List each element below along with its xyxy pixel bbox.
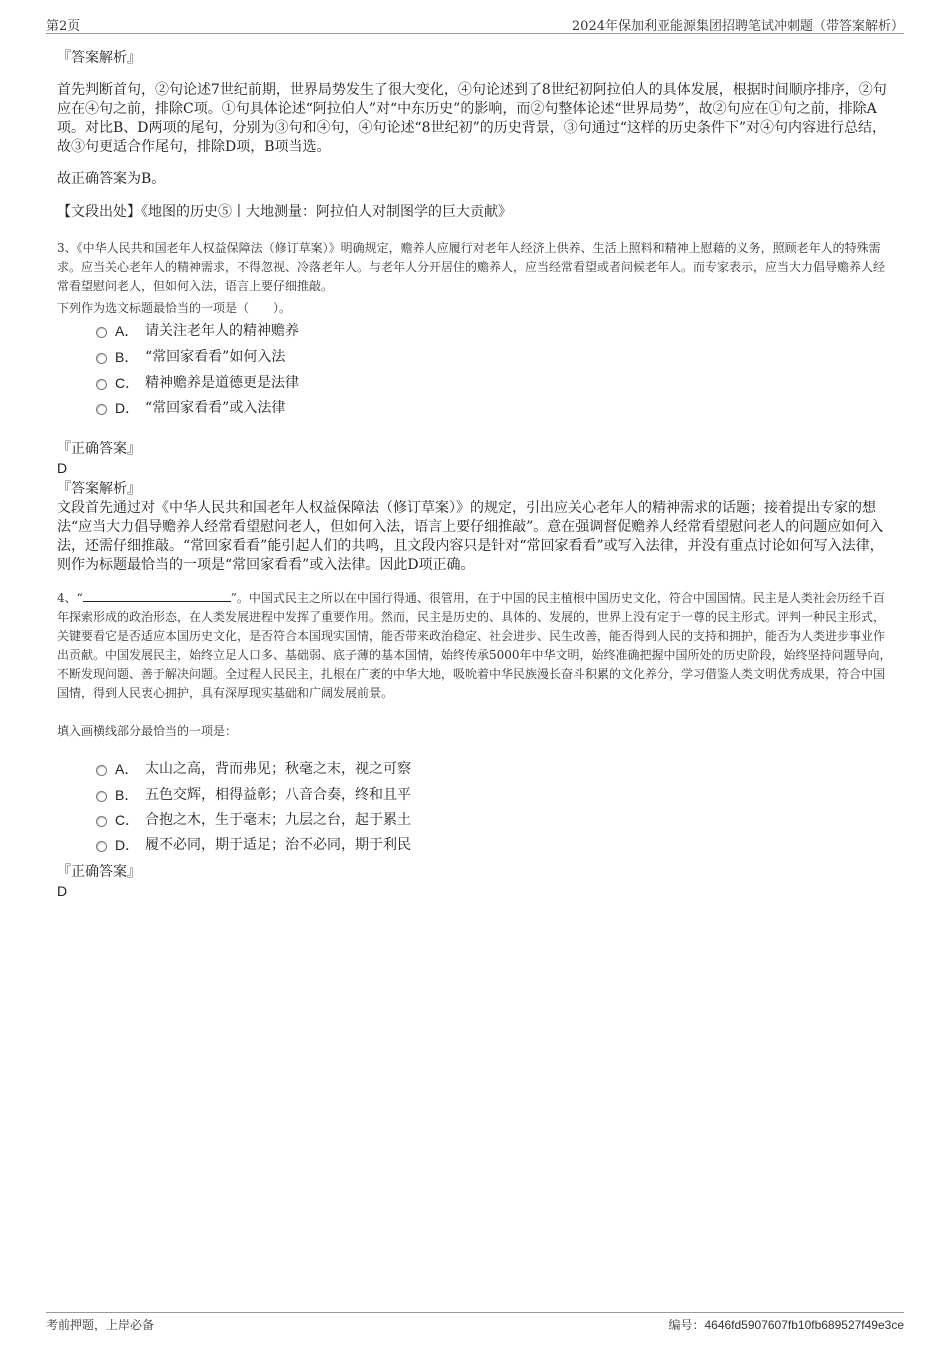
q3-stem: 3、《中华人民共和国老年人权益保障法（修订草案）》明确规定，赡养人应履行对老年人经济上供养、生活上照料和精神上慰藉的义务，照顾老年人的特殊需求。应当关心老年人的精神需求，不得忽视、冷落老年人。与老年人分开居住的赡养人，应当经常看望或者问候老年人。而专家表示，应当大力倡导赡养人经常看望慰问老人，但如何入法，语言上要仔细推敲。 (57, 241, 886, 293)
q3-option-d[interactable] (96, 398, 285, 418)
q2-analysis-title: 『答案解析』 (57, 50, 141, 66)
q4-option-a[interactable] (96, 759, 411, 779)
q2-conclusion: 故正确答案为B。 (57, 171, 166, 187)
fill-in-blank (83, 590, 231, 602)
document-title: 2024年保加利亚能源集团招聘笔试冲刺题（带答案解析） (571, 19, 904, 34)
radio-icon[interactable] (96, 816, 107, 827)
footer-slogan: 考前押题，上岸必备 (46, 1318, 155, 1332)
option-text: “常回家看看”如何入法 (145, 349, 286, 365)
option-letter: D． (115, 400, 140, 416)
q3-option-c[interactable] (96, 373, 299, 393)
q3-answer: D (57, 460, 68, 476)
q2-analysis-text: 首先判断首句，②句论述7世纪前期，世界局势发生了很大变化，④句论述到了8世纪初阿拉伯人的具体发展，根据时间顺序排序，②句应在④句之前，排除C项。①句具体论述“阿拉伯人”对“中东历史”的影响，而②句整体论述“世界局势”，故②句应在①句之前，排除A项。对比B、D两项的尾句，分别为③句和④句，④句论述“8世纪初”的历史背景，③句通过“这样的历史条件下”对④句内容进行总结，故③句更适合作尾句，排除D项，B项当选。 (57, 82, 887, 155)
option-letter: D． (115, 837, 140, 853)
q4-answer-title: 『正确答案』 (57, 864, 141, 880)
option-text: 太山之高，背而弗见；秋毫之末，视之可察 (145, 761, 411, 777)
q2-source: 【文段出处】《地图的历史⑤丨大地测量：阿拉伯人对制图学的巨大贡献》 (57, 204, 512, 220)
q4-answer: D (57, 883, 68, 899)
option-text: 合抱之木，生于毫末；九层之台，起于累土 (145, 812, 411, 828)
q4-option-d[interactable] (96, 835, 411, 855)
radio-icon[interactable] (96, 841, 107, 852)
option-text: 履不必同，期于适足；治不必同，期于利民 (145, 837, 411, 853)
q4-stem (57, 589, 895, 703)
option-text: 请关注老年人的精神赡养 (145, 323, 299, 339)
option-text: “常回家看看”或入法律 (145, 400, 286, 416)
q3-question: 下列作为选文标题最恰当的一项是（ ）。 (57, 301, 292, 315)
q3-analysis-title: 『答案解析』 (57, 481, 141, 497)
q3-analysis-text: 文段首先通过对《中华人民共和国老年人权益保障法（修订草案）》的规定，引出应关心老年人的精神需求的话题；接着提出专家的想法“应当大力倡导赡养人经常看望慰问老人，但如何入法，语言上要仔细推敲”。意在强调督促赡养人经常看望慰问老人的问题应如何入法，还需仔细推敲。“常回家看看”能引起人们的共鸣，且文段内容只是针对“常回家看看”或写入法律，并没有重点讨论如何写入法律，则作为标题最恰当的一项是“常回家看看”或入法律。因此D项正确。 (57, 500, 884, 573)
option-text: 五色交辉，相得益彰；八音合奏，终和且平 (145, 787, 411, 803)
q3-option-a[interactable] (96, 321, 299, 341)
option-letter: C． (115, 375, 140, 391)
option-letter: A． (115, 323, 139, 339)
option-letter: B． (115, 349, 139, 365)
q4-stem-prefix: 4、“ (57, 591, 83, 605)
q4-stem-body: ”。中国式民主之所以在中国行得通、很管用，在于中国的民主植根中国历史文化，符合中国国情。民主是人类社会历经千百年探索形成的政治形态，在人类发展进程中发挥了重要作用。然而，民主是历史的、具体的、发展的，世界上没有定于一尊的民主形式。评判一种民主形式，关键要看它是否适应本国历史文化，是否符合本国现实国情，能否带来政治稳定、社会进步、民生改善，能否得到人民的支持和拥护，能否为人类进步事业作出贡献。中国发展民主，始终立足人口多、基础弱、底子薄的基本国情，始终传承5000年中华文明，始终准确把握中国所处的历史阶段，始终坚持问题导向，不断发现问题、善于解决问题。全过程人民民主，扎根在广袤的中华大地，吸吮着中华民族漫长奋斗积累的文化养分，学习借鉴人类文明优秀成果，符合中国国情，得到人民衷心拥护，具有深厚现实基础和广阔发展前景。 (57, 591, 892, 700)
option-letter: C． (115, 812, 140, 828)
q4-option-c[interactable] (96, 810, 411, 830)
option-text: 精神赡养是道德更是法律 (145, 375, 299, 391)
page-header (46, 12, 904, 34)
document-serial: 编号：4646fd5907607fb10fb689527f49e3ce (668, 1318, 904, 1332)
q3-answer-title: 『正确答案』 (57, 441, 141, 457)
radio-icon[interactable] (96, 379, 107, 390)
q3-option-b[interactable] (96, 347, 285, 367)
radio-icon[interactable] (96, 791, 107, 802)
radio-icon[interactable] (96, 404, 107, 415)
option-letter: B． (115, 787, 139, 803)
radio-icon[interactable] (96, 353, 107, 364)
option-letter: A． (115, 761, 139, 777)
page-footer (46, 1312, 904, 1332)
page-number: 第2页 (46, 19, 81, 34)
q4-question: 填入画横线部分最恰当的一项是： (57, 724, 238, 738)
radio-icon[interactable] (96, 765, 107, 776)
q4-option-b[interactable] (96, 785, 411, 805)
radio-icon[interactable] (96, 327, 107, 338)
